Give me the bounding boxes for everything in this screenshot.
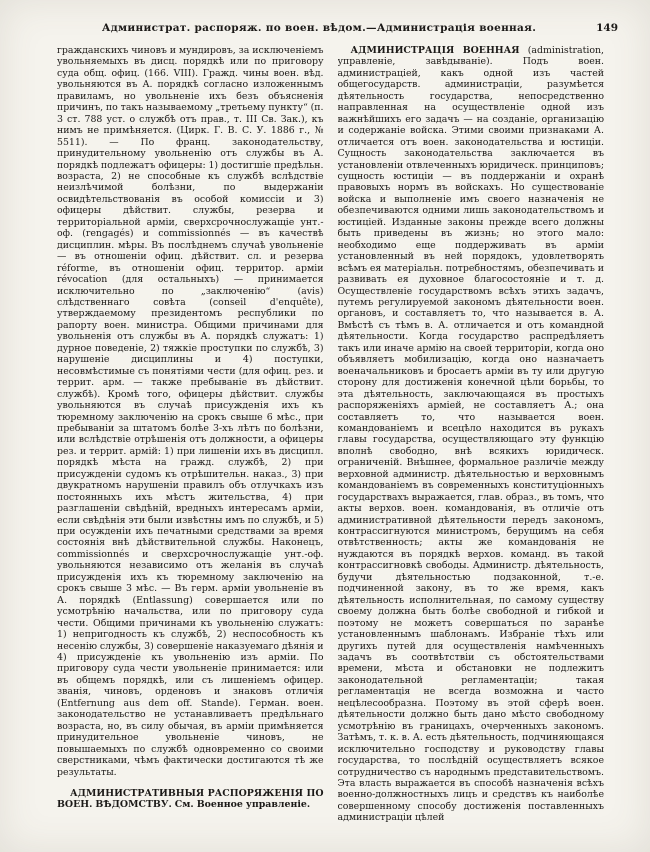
article-see-reference: См. Военное управленіе. <box>174 799 311 811</box>
text-columns <box>57 45 604 846</box>
article-administrativnya-rasporyazheniya <box>57 788 324 811</box>
left-column <box>57 45 324 846</box>
article-body-text: Подъ воен. администраціей, какъ одной изъ частей общегосударств. администраціи, разумѣется дѣятельность государства, непосредственно направленная на осуществленіе одной изъ важнѣйшихъ его задачъ — на созданіе, организацію и содержаніе войска. Этими своими признаками А. отличается отъ воен. законодательства и юстиціи. Сущность законодательства заключается въ установленіи отвлеченныхъ юридическ. принциповъ; сущность юстиціи — въ поддержаніи и охранѣ правовыхъ нормъ въ войскахъ. Но существованіе войска и выполненіе имъ своего назначенія не обезпечиваются одними лишь законодательствомъ и юстиціей. Изданные законы прежде всего должны быть приведены въ жизнь; но этого мало: необходимо еще поддерживать въ арміи установленный въ ней порядокъ, удовлетворять всѣмъ ея матеріальн. потребностямъ, обезпечивать и развивать ея духовное благосостояніе и т. д. Осуществленіе государствомъ всѣхъ этихъ задачъ, путемъ регулируемой закономъ дѣятельности воен. органовъ, и составляетъ то, что называется в. А. Вмѣстѣ съ тѣмъ в. А. отличается и отъ командной дѣятельности. Когда государство распредѣляетъ такъ или иначе армію на своей территоріи, когда оно объявляетъ мобилизацію, когда оно назначаетъ военачальниковъ и бросаетъ арміи въ ту или другую сторону для достиженія конечной цѣли борьбы, то эта дѣятельность, заключающаяся въ простыхъ распоряженіяхъ арміей, не составляетъ А.; она составляетъ то, что называется воен. командованіемъ и всецѣло находится въ рукахъ главы государства, осуществляющаго эту функцію вполнѣ свободно, внѣ всякихъ юридическ. ограниченій. Внѣшнее, формальное различіе между верховной администр. дѣятельностью и верховнымъ командованіемъ въ современныхъ конституціонныхъ государствахъ выражается, глав. образ., въ томъ, что акты верхов. воен. командованія, въ отличіе отъ административной дѣятельности передъ закономъ, контрассигнуются министромъ, берущимъ на себя отвѣтственность; акты же командованія не нуждаются въ порядкѣ верхов. команд. въ такой контрассигновкѣ свободы. Администр. дѣятельность, будучи дѣятельностью подзаконной, т.-е. подчиненной закону, въ то же время, какъ дѣятельность исполнительная, по самому существу своему должна быть болѣе свободной и гибкой и поэтому не можетъ совершаться по заранѣе установленнымъ шаблонамъ. Избраніе тѣхъ или другихъ путей для осуществленія намѣченныхъ задачъ въ соотвѣтствіи съ обстоятельствами времени, мѣста и обстановки не подлежитъ законодательной регламентаціи; такая регламентація не всегда возможна и часто нецѣлесообразна. Поэтому въ этой сферѣ воен. дѣятельности должно быть дано мѣсто свободному усмотрѣнію въ границахъ, очерченныхъ закономъ. Затѣмъ, т. к. в. А. есть дѣятельность, подчиняющаяся исключительно господству и руководству главы государства, то послѣдній осуществляетъ всякое сотрудничество съ народнымъ представительствомъ. Эта власть выражается въ способѣ назначенія всѣхъ военно-должностныхъ лицъ и средствъ къ наиболѣе совершенному способу достиженія поставленныхъ администраціи цѣлей <box>337 56 604 824</box>
right-column <box>338 45 605 846</box>
article-administratsiya-voennaya <box>338 45 605 824</box>
running-head: Администрат. распоряж. по воен. вѣдом.—Администрація военная. <box>101 22 537 34</box>
article-lead: (administration, управленіе, завѣдываніе). <box>337 45 604 68</box>
article-heading-text: АДМИНИСТРАТИВНЫЯ РАСПОРЯЖЕНІЯ ПО ВОЕН. ВѢДОМСТВУ. <box>57 788 324 811</box>
article-title: АДМИНИСТРАЦІЯ ВОЕННАЯ <box>350 45 520 56</box>
page-number: 149 <box>596 22 618 34</box>
left-column-continuation <box>57 45 324 778</box>
left-column-continuation-text: гражданскихъ чиновъ и мундировъ, за исключеніемъ увольняемыхъ въ дисц. порядкѣ или по приговору суда общ. офиц. (166. VIII). Гражд. чины воен. вѣд. увольняются въ А. порядкѣ согласно изложеннымъ правиламъ, но увольненіе ихъ безъ объясненія причинъ, по такъ называемому „третьему пункту“ (п. 3 ст. 788 уст. о службѣ отъ прав., т. III Св. Зак.), къ нимъ не примѣняется. (Цирк. Г. В. С. У. 1886 г., № 5511). — По франц. законодательству, принудительному увольненію отъ службы въ А. порядкѣ подлежатъ офицеры: 1) достигшіе предѣльн. возраста, 2) не способные къ службѣ вслѣдствіе неизлѣчимой болѣзни, по выдержаніи освидѣтельствованія въ особой комиссіи и 3) офицеры дѣйствит. службы, резерва и территоріальной арміи, сверхсрочнослужащіе унт.-оф. (rengagés) и commissionnés — въ качествѣ дисциплин. мѣры. Въ послѣднемъ случаѣ увольненіе — въ отношеніи офиц. дѣйствит. сл. и резерва réforme, въ отношеніи офиц. территор. арміи révocation (для остальныхъ) — принимается исключительно по „заключенію“ (avis) слѣдственнаго совѣта (conseil d'enquête), утверждаемому президентомъ республики по рапорту воен. министра. Общими причинами для увольненія отъ службы въ А. порядкѣ служатъ: 1) дурное поведеніе, 2) тяжкіе проступки по службѣ, 3) нарушеніе дисциплины и 4) поступки, несовмѣстимые съ понятіями чести (для офиц. рез. и террит. арм. — также пребываніе въ дѣйствит. службѣ). Кромѣ того, офицеры дѣйствит. службы увольняются въ случаѣ присужденія ихъ къ тюремному заключенію на срокъ свыше 6 мѣс., при пребываніи за штатомъ болѣе 3-хъ лѣтъ по болѣзни, или вслѣдствіе отрѣшенія отъ должности, а офицеры рез. и террит. армій: 1) при лишеніи ихъ въ дисципл. порядкѣ мѣста на гражд. службѣ, 2) при присужденіи судомъ къ отрѣшительн. наказ., 3) при двукратномъ нарушеніи правилъ объ отлучкахъ изъ постоянныхъ ихъ мѣстъ жительства, 4) при разглашеніи свѣдѣній, вредныхъ интересамъ арміи, если свѣдѣнія эти были извѣстны имъ по службѣ, и 5) при осужденіи ихъ печатными средствами за время состоянія внѣ дѣйствительной службы. Наконецъ, commissionnés и сверхсрочнослужащіе унт.-оф. увольняются независимо отъ желанія въ случаѣ присужденія ихъ къ тюремному заключенію на срокъ свыше 3 мѣс. — Въ герм. арміи увольненіе въ А. порядкѣ (Entlassung) совершается или по усмотрѣнію начальства, или по приговору суда чести. Общими причинами къ увольненію служатъ: 1) непригодность къ службѣ, 2) неспособность къ несенію службы, 3) совершеніе наказуемаго дѣянія и 4) присужденіе къ увольненію изъ арміи. По приговору суда чести увольненіе принимается: или въ общемъ порядкѣ, или съ лишеніемъ офицер. званія, чиновъ, орденовъ и знаковъ отличія (Entfernung aus dem off. Stande). Герман. воен. законодательство не устанавливаетъ предѣльнаго возраста, но, въ силу обычая, въ арміи примѣняется принудительное увольненіе чиновъ, не повышаемыхъ по службѣ одновременно со своими сверстниками, чѣмъ фактически достигаются тѣ же результаты. <box>57 45 324 778</box>
